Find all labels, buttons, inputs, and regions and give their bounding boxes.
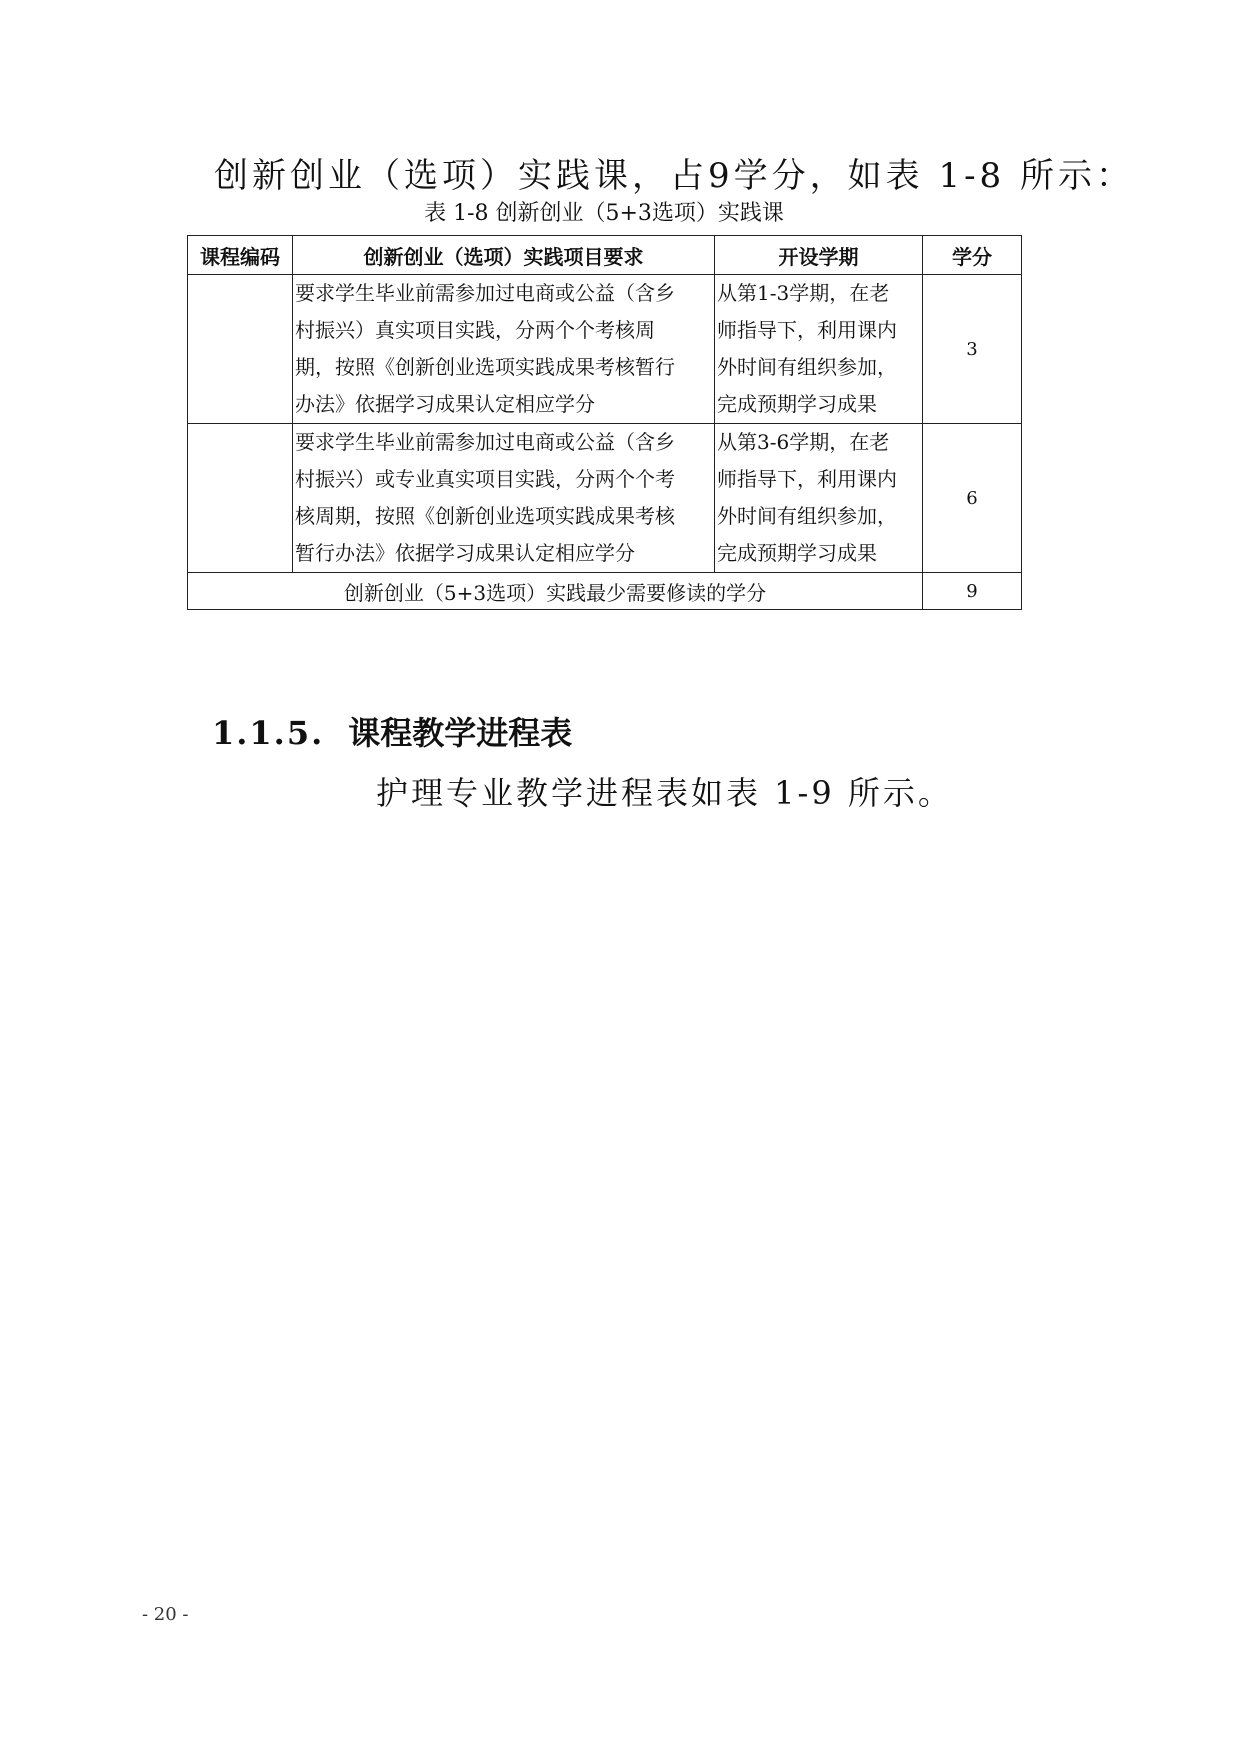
requirement-cell — [293, 275, 715, 424]
text-line: 要求学生毕业前需参加过电商或公益（含乡 — [295, 281, 675, 305]
text-line: 外时间有组织参加， — [717, 355, 897, 379]
semester-cell — [715, 424, 923, 573]
text-line: 办法》依据学习成果认定相应学分 — [295, 392, 595, 416]
text-line: 从第3-6学期，在老 — [717, 430, 890, 454]
total-label-cell: 创新创业（5+3选项）实践最少需要修读的学分 — [188, 573, 923, 610]
table-caption: 表 1-8 创新创业（5+3选项）实践课 — [424, 201, 784, 226]
requirement-cell — [293, 424, 715, 573]
table-row — [188, 275, 1022, 424]
text-line: 师指导下，利用课内 — [717, 467, 897, 491]
credit-cell: 6 — [923, 424, 1022, 573]
body-paragraph: 护理专业教学进程表如表 1-9 所示。 — [376, 774, 953, 812]
semester-cell — [715, 275, 923, 424]
section-title: 课程教学进程表 — [348, 714, 573, 752]
text-line: 完成预期学习成果 — [717, 392, 877, 416]
intro-paragraph: 创新创业（选项）实践课，占9学分，如表 1-8 所示： — [214, 156, 1134, 196]
section-number: 1.1.5. — [212, 714, 325, 752]
table-row — [188, 424, 1022, 573]
text-line: 暂行办法》依据学习成果认定相应学分 — [295, 541, 635, 565]
header-requirement: 创新创业（选项）实践项目要求 — [293, 236, 715, 275]
text-line: 师指导下，利用课内 — [717, 318, 897, 342]
text-line: 村振兴）或专业真实项目实践，分两个个考 — [295, 467, 675, 491]
text-line: 外时间有组织参加， — [717, 504, 897, 528]
header-course-code: 课程编码 — [188, 236, 293, 275]
credit-cell: 3 — [923, 275, 1022, 424]
page-number: - 20 - — [142, 1604, 189, 1625]
course-code-cell — [188, 424, 293, 573]
header-semester: 开设学期 — [715, 236, 923, 275]
section-heading — [212, 708, 572, 754]
table-header-row — [188, 236, 1022, 275]
table-total-row — [188, 573, 1022, 610]
course-code-cell — [188, 275, 293, 424]
text-line: 村振兴）真实项目实践，分两个个考核周 — [295, 318, 655, 342]
text-line: 从第1-3学期，在老 — [717, 281, 890, 305]
text-line: 要求学生毕业前需参加过电商或公益（含乡 — [295, 430, 675, 454]
header-credit: 学分 — [923, 236, 1022, 275]
text-line: 期，按照《创新创业选项实践成果考核暂行 — [295, 355, 675, 379]
total-value-cell: 9 — [923, 573, 1022, 610]
credits-table — [187, 235, 1022, 610]
text-line: 核周期，按照《创新创业选项实践成果考核 — [295, 504, 675, 528]
text-line: 完成预期学习成果 — [717, 541, 877, 565]
